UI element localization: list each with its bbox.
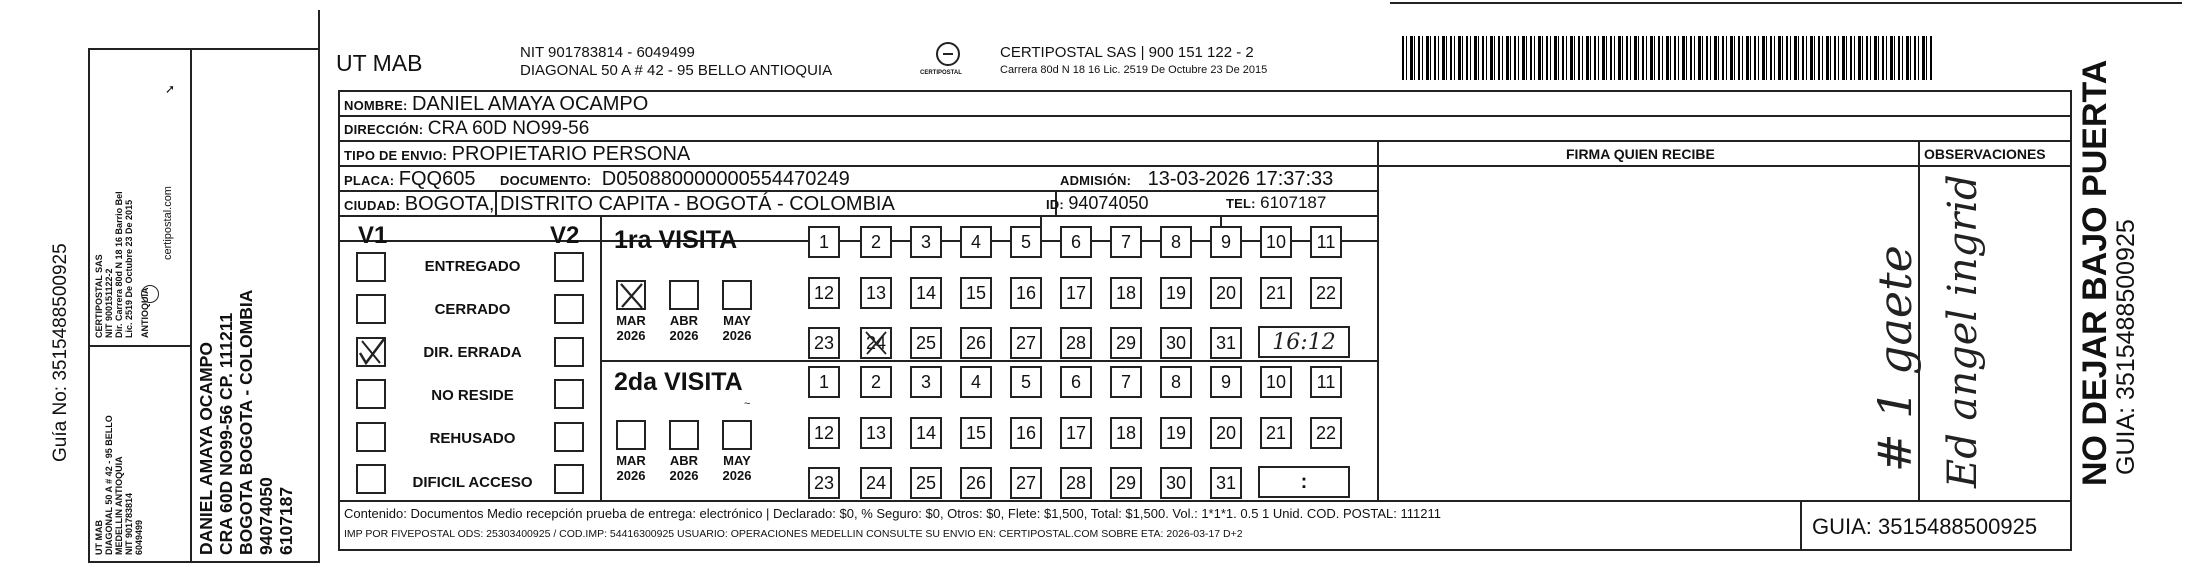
placa-value: FQQ605 (398, 168, 476, 190)
first-visit-day-11-box[interactable]: 11 (1310, 226, 1342, 258)
first-visit-day-15-box[interactable]: 15 (960, 277, 992, 309)
v1-entregado-checkbox[interactable] (356, 252, 386, 282)
first-visit-day-9-box[interactable]: 9 (1210, 226, 1242, 258)
second-visit-day-10-box[interactable]: 10 (1260, 366, 1292, 398)
first-visit-day-12-box[interactable]: 12 (808, 277, 840, 309)
first-visit-day-25-box[interactable]: 25 (910, 327, 942, 359)
second-visit-day-13-box[interactable]: 13 (860, 417, 892, 449)
first-visit-mar-label: MAR 2026 (616, 313, 646, 343)
first-visit-day-18-box[interactable]: 18 (1110, 277, 1142, 309)
tilde-mark-icon: ~ (744, 398, 751, 410)
sender-address: DIAGONAL 50 A # 42 - 95 BELLO ANTIOQUIA (520, 62, 833, 79)
x-mark-icon (616, 280, 646, 310)
second-visit-day-20-box[interactable]: 20 (1210, 417, 1242, 449)
second-visit-title: 2da VISITA (614, 368, 743, 396)
v1-cerrado-checkbox[interactable] (356, 294, 386, 324)
second-visit-day-23-box[interactable]: 23 (808, 467, 840, 499)
first-visit-abr-label: ABR 2026 (669, 313, 699, 343)
status-dir-errada: DIR. ERRADA (423, 344, 522, 361)
first-visit-day-22-box[interactable]: 22 (1310, 277, 1342, 309)
stub-carrier-web: certipostal.com (162, 186, 174, 260)
firma-header: FIRMA QUIEN RECIBE (1566, 146, 1715, 162)
ciudad-value: BOGOTA, DISTRITO CAPITA - BOGOTÁ - COLOMBIA (404, 193, 895, 215)
footer-guia: GUIA: 3515488500925 (1812, 514, 2038, 539)
id-value: 94074050 (1068, 193, 1149, 213)
second-visit-day-12-box[interactable]: 12 (808, 417, 840, 449)
first-visit-day-7-box[interactable]: 7 (1110, 226, 1142, 258)
first-visit-day-26-box[interactable]: 26 (960, 327, 992, 359)
id-row (1046, 193, 1148, 214)
second-visit-day-18-box[interactable]: 18 (1110, 417, 1142, 449)
carrier-license: Carrera 80d N 18 16 Lic. 2519 De Octubre 23 De 2015 (1000, 64, 1268, 76)
second-visit-day-29-box[interactable]: 29 (1110, 467, 1142, 499)
second-visit-day-3-box[interactable]: 3 (910, 366, 942, 398)
footer-imp: IMP POR FIVEPOSTAL ODS: 25303400925 / COD.IMP: 54416300925 USUARIO: OPERACIONES MEDELLIN CONSULTE SU ENVIO EN: CERTIPOSTAL.COM SOBRE ETA: 2026-03-17 D+2 (344, 528, 1243, 540)
second-visit-mar-label: MAR 2026 (616, 453, 646, 483)
second-visit-day-4-box[interactable]: 4 (960, 366, 992, 398)
v1-no-reside-checkbox[interactable] (356, 379, 386, 409)
tel-label: TEL: (1226, 196, 1256, 211)
first-visit-day-21-box[interactable]: 21 (1260, 277, 1292, 309)
first-visit-title: 1ra VISITA (614, 226, 738, 254)
second-visit-mar-checkbox[interactable] (616, 420, 646, 450)
direccion-value: CRA 60D NO99-56 (427, 118, 590, 139)
first-visit-mar-checkbox[interactable] (616, 280, 646, 310)
second-visit-day-5-box[interactable]: 5 (1010, 366, 1042, 398)
recipient-signature: # 1 gaete (1868, 245, 1922, 472)
direccion-row (344, 118, 589, 140)
second-visit-may-label: MAY 2026 (722, 453, 752, 483)
nombre-row (344, 93, 648, 116)
v1-label: V1 (358, 222, 388, 249)
first-visit-may-label: MAY 2026 (722, 313, 752, 343)
first-visit-day-16-box[interactable]: 16 (1010, 277, 1042, 309)
second-visit-day-2-box[interactable]: 2 (860, 366, 892, 398)
status-rehusado: REHUSADO (429, 430, 516, 447)
observation-handwriting: Ed angel ingrid (1940, 174, 1986, 488)
status-entregado: ENTREGADO (424, 258, 521, 275)
v2-dificil-acceso-checkbox[interactable] (554, 464, 584, 494)
admision-label: ADMISIÓN: (1060, 173, 1132, 188)
stub-guia-no: Guía No: 3515488500925 (50, 243, 71, 462)
no-dejar-bajo-puerta: NO DEJAR BAJO PUERTA (2076, 59, 2114, 486)
tipo-envio-value: PROPIETARIO PERSONA (451, 143, 691, 165)
side-guia: GUIA: 3515488500925 (2112, 219, 2140, 475)
first-visit-day-27-box[interactable]: 27 (1010, 327, 1042, 359)
second-visit-day-28-box[interactable]: 28 (1060, 467, 1092, 499)
documento-value: D050880000000554470249 (601, 168, 850, 190)
v2-rehusado-checkbox[interactable] (554, 422, 584, 452)
tipo-envio-label: TIPO DE ENVIO: (344, 148, 448, 163)
status-cerrado: CERRADO (434, 301, 511, 318)
first-visit-day-20-box[interactable]: 20 (1210, 277, 1242, 309)
first-visit-day-3-box[interactable]: 3 (910, 226, 942, 258)
first-visit-day-30-box[interactable]: 30 (1160, 327, 1192, 359)
first-visit-time-field[interactable] (1258, 326, 1350, 358)
second-visit-day-31-box[interactable]: 31 (1210, 467, 1242, 499)
second-visit-day-9-box[interactable]: 9 (1210, 366, 1242, 398)
first-visit-day-24-box[interactable]: 24 (860, 327, 892, 359)
second-visit-day-21-box[interactable]: 21 (1260, 417, 1292, 449)
second-visit-day-15-box[interactable]: 15 (960, 417, 992, 449)
first-visit-day-6-box[interactable]: 6 (1060, 226, 1092, 258)
v1-rehusado-checkbox[interactable] (356, 422, 386, 452)
second-visit-day-7-box[interactable]: 7 (1110, 366, 1142, 398)
certipostal-logo-icon (141, 285, 159, 303)
admision-row (1060, 168, 1333, 191)
footer-contenido: Contenido: Documentos Medio recepción prueba de entrega: electrónico | Declarado: $0, % Seguro: $0, Otros: $0, Flete: $1,500, Total: $1,500. Vol.: 1*1*1. 0.5 1 Unid. COD. POSTAL: 111211 (344, 506, 1441, 521)
second-visit-time-value: : (1300, 471, 1308, 493)
first-visit-day-2-box[interactable]: 2 (860, 226, 892, 258)
first-visit-abr-checkbox[interactable] (669, 280, 699, 310)
v2-entregado-checkbox[interactable] (554, 252, 584, 282)
nombre-label: NOMBRE: (344, 98, 408, 113)
second-visit-day-14-box[interactable]: 14 (910, 417, 942, 449)
first-visit-day-4-box[interactable]: 4 (960, 226, 992, 258)
certipostal-logo-icon (936, 42, 960, 66)
nombre-value: DANIEL AMAYA OCAMPO (411, 93, 649, 115)
second-visit-time-field[interactable] (1258, 466, 1350, 498)
first-visit-time-value: 16:12 (1272, 330, 1336, 355)
tel-row (1226, 193, 1326, 213)
first-visit-day-8-box[interactable]: 8 (1160, 226, 1192, 258)
v2-no-reside-checkbox[interactable] (554, 379, 584, 409)
ciudad-row (344, 193, 895, 216)
ciudad-label: CIUDAD: (344, 198, 401, 213)
first-visit-day-23-box[interactable]: 23 (808, 327, 840, 359)
sender-name: UT MAB (336, 50, 423, 76)
second-visit-day-22-box[interactable]: 22 (1310, 417, 1342, 449)
second-visit-day-16-box[interactable]: 16 (1010, 417, 1042, 449)
observaciones-header: OBSERVACIONES (1924, 146, 2046, 162)
v1-dir-errada-checkbox[interactable] (356, 337, 386, 367)
second-visit-day-8-box[interactable]: 8 (1160, 366, 1192, 398)
documento-row (500, 168, 850, 191)
barcode (1402, 36, 1932, 80)
first-visit-day-1-box[interactable]: 1 (808, 226, 840, 258)
tipo-envio-row (344, 143, 690, 166)
id-label: ID: (1046, 197, 1064, 212)
direccion-label: DIRECCIÓN: (344, 122, 424, 137)
logo-caption: CERTIPOSTAL (920, 70, 962, 76)
second-visit-day-11-box[interactable]: 11 (1310, 366, 1342, 398)
second-visit-day-6-box[interactable]: 6 (1060, 366, 1092, 398)
first-visit-day-14-box[interactable]: 14 (910, 277, 942, 309)
first-visit-day-31-box[interactable]: 31 (1210, 327, 1242, 359)
stub-carrier-region: ANTIOQUIA (140, 287, 150, 338)
carrier-name: CERTIPOSTAL SAS | 900 151 122 - 2 (1000, 44, 1254, 61)
x-mark-icon (860, 327, 892, 359)
documento-label: DOCUMENTO: (500, 173, 592, 188)
second-visit-day-1-box[interactable]: 1 (808, 366, 840, 398)
second-visit-abr-checkbox[interactable] (669, 420, 699, 450)
second-visit-day-24-box[interactable]: 24 (860, 467, 892, 499)
first-visit-day-28-box[interactable]: 28 (1060, 327, 1092, 359)
placa-label: PLACA: (344, 173, 395, 188)
first-visit-day-17-box[interactable]: 17 (1060, 277, 1092, 309)
second-visit-day-17-box[interactable]: 17 (1060, 417, 1092, 449)
sender-nit: NIT 901783814 - 6049499 (520, 44, 695, 61)
stub-recipient: DANIEL AMAYA OCAMPO CRA 60D NO99-56 CP. 111211 BOGOTA BOGOTA - COLOMBIA 94074050 6107187 (196, 289, 296, 555)
first-visit-may-checkbox[interactable] (722, 280, 752, 310)
first-visit-day-13-box[interactable]: 13 (860, 277, 892, 309)
second-visit-abr-label: ABR 2026 (669, 453, 699, 483)
second-visit-day-27-box[interactable]: 27 (1010, 467, 1042, 499)
second-visit-day-30-box[interactable]: 30 (1160, 467, 1192, 499)
second-visit-day-19-box[interactable]: 19 (1160, 417, 1192, 449)
first-visit-day-19-box[interactable]: 19 (1160, 277, 1192, 309)
status-dificil-acceso: DIFICIL ACCESO (412, 474, 533, 491)
stub-carrier: CERTIPOSTAL SAS NIT 900151122-2 Dir. Carrera 80d N 18 16 Barrio Bel Lic. 2519 De Octubre 23 De 2015 (94, 191, 134, 338)
first-visit-day-5-box[interactable]: 5 (1010, 226, 1042, 258)
first-visit-day-29-box[interactable]: 29 (1110, 327, 1142, 359)
stub-sender: UT MAB DIAGONAL 50 A # 42 - 95 BELLO MEDELLIN ANTIOQUIA NIT 901783814 6049499 (94, 415, 144, 555)
arrow-icon: ➚ (165, 82, 176, 96)
check-mark-icon (356, 337, 386, 367)
v2-dir-errada-checkbox[interactable] (554, 337, 584, 367)
status-no-reside: NO RESIDE (431, 387, 514, 404)
v2-cerrado-checkbox[interactable] (554, 294, 584, 324)
v2-label: V2 (550, 222, 580, 249)
second-visit-may-checkbox[interactable] (722, 420, 752, 450)
second-visit-day-26-box[interactable]: 26 (960, 467, 992, 499)
placa-row (344, 168, 475, 191)
first-visit-day-10-box[interactable]: 10 (1260, 226, 1292, 258)
admision-value: 13-03-2026 17:37:33 (1147, 168, 1334, 190)
tel-value: 6107187 (1260, 193, 1327, 212)
second-visit-day-25-box[interactable]: 25 (910, 467, 942, 499)
v1-dificil-acceso-checkbox[interactable] (356, 464, 386, 494)
